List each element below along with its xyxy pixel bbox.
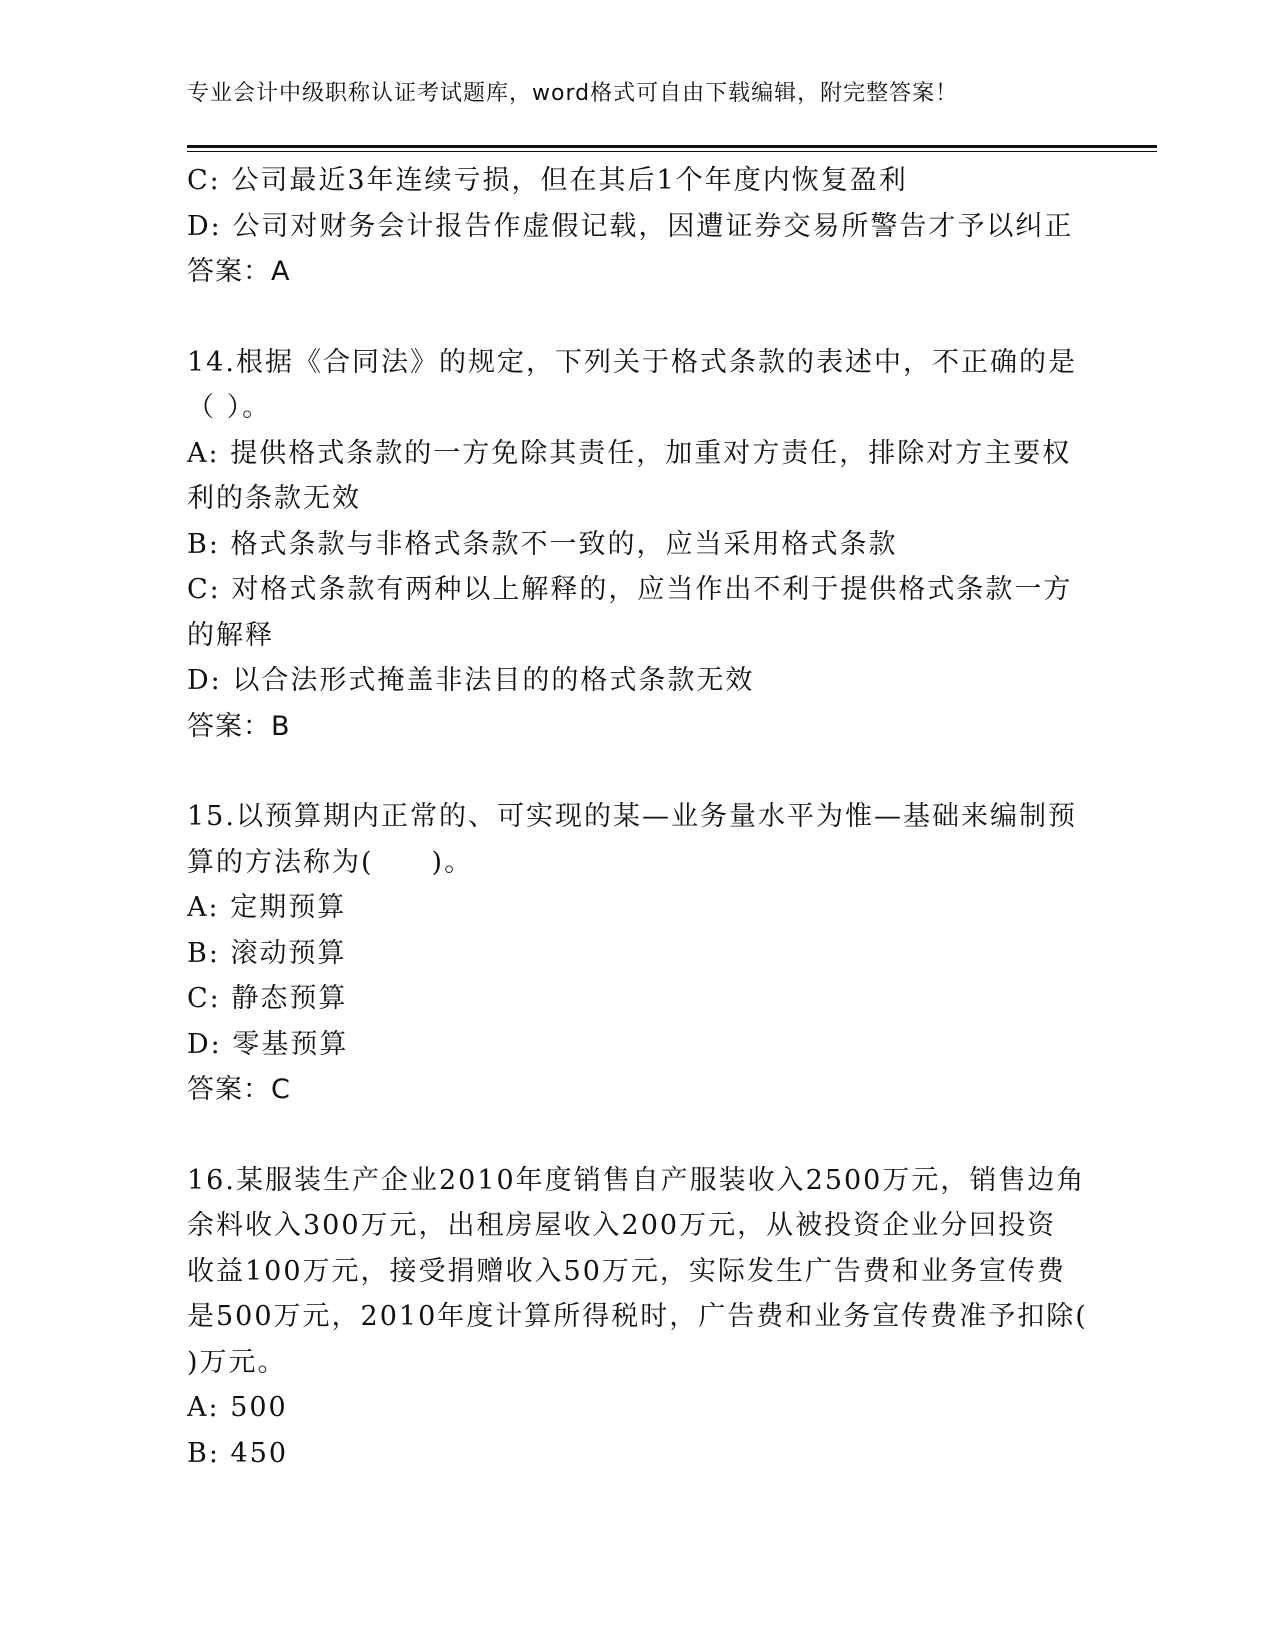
question-15 — [187, 794, 1087, 1113]
option-text: 公司最近3年连续亏损，但在其后1个年度内恢复盈利 — [231, 165, 908, 196]
question-stem: 收益100万元，接受捐赠收入50万元，实际发生广告费和业务宣传费 — [187, 1255, 1066, 1287]
question-stem: 15.以预算期内正常的、可实现的某—业务量水平为惟—基础来编制预 — [187, 801, 1077, 832]
option-d — [187, 204, 1087, 250]
option-text: 500 — [230, 1392, 288, 1423]
option-letter: C: — [187, 983, 221, 1014]
question-stem: （ ）。 — [187, 392, 272, 423]
option-b — [187, 1431, 1087, 1477]
option-c-continued: 的解释 — [187, 619, 274, 651]
option-letter: A: — [187, 1392, 220, 1423]
option-letter: B: — [187, 1437, 220, 1469]
spacer — [187, 749, 1087, 794]
question-stem: 是500万元，2010年度计算所得税时，广告费和业务宣传费准予扣除( — [187, 1301, 1088, 1332]
answer: 答案：A — [187, 256, 291, 287]
option-a — [187, 431, 1087, 477]
option-d — [187, 658, 1087, 704]
option-text: 公司对财务会计报告作虚假记载，因遭证券交易所警告才予以纠正 — [232, 210, 1074, 242]
option-c — [187, 976, 1087, 1022]
question-14 — [187, 340, 1087, 750]
question-stem: )万元。 — [187, 1346, 287, 1378]
option-letter: D: — [187, 1028, 222, 1060]
question-stem: 14.根据《合同法》的规定，下列关于格式条款的表述中，不正确的是 — [187, 346, 1077, 378]
option-b — [187, 522, 1087, 568]
option-d — [187, 1022, 1087, 1068]
option-letter: A: — [187, 892, 220, 923]
document-body — [187, 158, 1087, 1476]
option-text: 450 — [230, 1437, 289, 1469]
spacer — [187, 295, 1087, 340]
option-a — [187, 885, 1087, 931]
option-c — [187, 158, 1087, 204]
option-b — [187, 931, 1087, 977]
question-16 — [187, 1158, 1087, 1477]
option-text: 提供格式条款的一方免除其责任，加重对方责任，排除对方主要权 — [230, 437, 1072, 469]
header-text: 专业会计中级职称认证考试题库，word格式可自由下载编辑，附完整答案！ — [187, 81, 959, 106]
option-text: 对格式条款有两种以上解释的，应当作出不利于提供格式条款一方 — [231, 574, 1073, 605]
header-rule-thin — [187, 151, 1157, 152]
option-a-continued: 利的条款无效 — [187, 483, 361, 514]
answer: 答案：C — [187, 1074, 291, 1105]
option-c — [187, 567, 1087, 613]
option-letter: A: — [187, 437, 220, 469]
option-text: 定期预算 — [230, 892, 347, 923]
question-13-tail — [187, 158, 1087, 295]
option-text: 静态预算 — [231, 983, 348, 1014]
header-rule-thick — [187, 145, 1157, 148]
option-letter: D: — [187, 665, 222, 696]
option-letter: C: — [187, 165, 221, 196]
question-stem: 算的方法称为( )。 — [187, 846, 474, 878]
option-letter: D: — [187, 210, 222, 242]
option-text: 滚动预算 — [230, 937, 347, 969]
option-a — [187, 1385, 1087, 1431]
option-text: 以合法形式掩盖非法目的的格式条款无效 — [232, 665, 755, 696]
option-text: 零基预算 — [232, 1028, 349, 1060]
option-text: 格式条款与非格式条款不一致的，应当采用格式条款 — [230, 528, 898, 560]
question-stem: 16.某服装生产企业2010年度销售自产服装收入2500万元，销售边角 — [187, 1164, 1086, 1196]
question-stem: 余料收入300万元，出租房屋收入200万元，从被投资企业分回投资 — [187, 1210, 1057, 1241]
option-letter: B: — [187, 937, 220, 969]
option-letter: C: — [187, 574, 221, 605]
option-letter: B: — [187, 528, 220, 560]
spacer — [187, 1113, 1087, 1158]
answer: 答案：B — [187, 710, 291, 742]
